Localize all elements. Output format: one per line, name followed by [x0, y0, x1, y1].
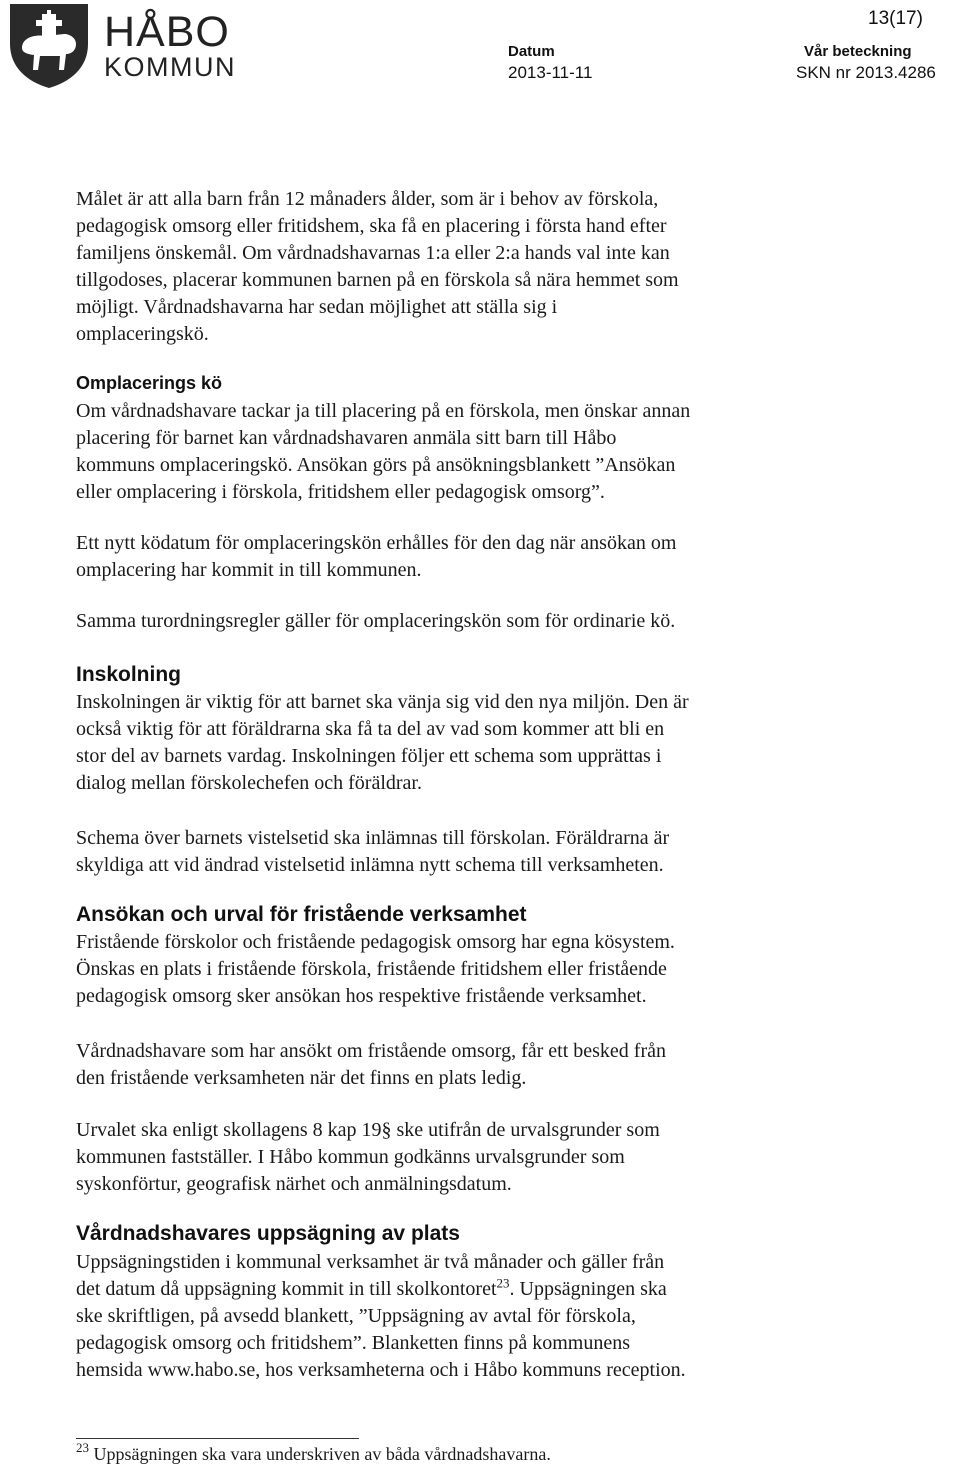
text-line: kommuns omplaceringskö. Ansökan görs på ansökningsblankett ”Ansökan	[76, 454, 676, 476]
text-line: omplaceringskö.	[76, 323, 209, 345]
paragraph	[76, 530, 836, 584]
text-line: Vårdnadshavare som har ansökt om fristående omsorg, får ett besked från	[76, 1040, 666, 1062]
logo-name: HÅBO	[104, 8, 230, 56]
text-line: pedagogisk omsorg och fritidshem”. Blanketten finns på kommunens	[76, 1332, 630, 1354]
text-line: omplacering har kommit in till kommunen.	[76, 559, 422, 581]
reference-label: Vår beteckning	[804, 43, 912, 60]
section-heading-fristaende: Ansökan och urval för fristående verksamhet	[76, 903, 527, 926]
text-line: också viktig för att föräldrarna ska få ta del av vad som kommer att bli en	[76, 718, 665, 740]
text-line: Inskolningen är viktig för att barnet ska vänja sig vid den nya miljön. Den är	[76, 691, 689, 713]
text-line: syskonförtur, geografisk närhet och anmälningsdatum.	[76, 1173, 512, 1195]
text-line: Fristående förskolor och fristående pedagogisk omsorg har egna kösystem.	[76, 931, 675, 953]
section-heading-inskolning: Inskolning	[76, 663, 181, 686]
paragraph	[76, 1038, 836, 1092]
paragraph	[76, 1117, 836, 1198]
text-line: Urvalet ska enligt skollagens 8 kap 19§ ske utifrån de urvalsgrunder som	[76, 1119, 660, 1141]
text-line: Om vårdnadshavare tackar ja till placering på en förskola, men önskar annan	[76, 400, 691, 422]
text-line: tillgodoses, placerar kommunen barnen på en förskola så nära hemmet som	[76, 269, 679, 291]
section-heading-omplacering: Omplacerings kö	[76, 373, 223, 393]
text-line: Uppsägningstiden i kommunal verksamhet är två månader och gäller från	[76, 1251, 665, 1273]
text-line: Samma turordningsregler gäller för omplaceringskön som för ordinarie kö.	[76, 610, 676, 632]
text-line: hemsida www.habo.se, hos verksamheterna och i Håbo kommuns reception.	[76, 1359, 686, 1381]
text-line: pedagogisk omsorg eller fritidshem, ska få en placering i första hand efter	[76, 215, 667, 237]
text-line	[76, 1276, 836, 1303]
municipality-logo	[4, 0, 244, 90]
date-value: 2013-11-11	[508, 63, 593, 82]
text-line: Målet är att alla barn från 12 månaders ålder, som är i behov av förskola,	[76, 188, 659, 210]
text-line: familjens önskemål. Om vårdnadshavarnas 1:a eller 2:a hands val inte kan	[76, 242, 670, 264]
text-line: kommunen fastställer. I Håbo kommun godkänns urvalsgrunder som	[76, 1146, 625, 1168]
text-line: placering för barnet kan vårdnadshavaren anmäla sitt barn till Håbo	[76, 427, 617, 449]
text-line: stor del av barnets vardag. Inskolningen följer ett schema som upprättas i	[76, 745, 662, 767]
page-number: 13(17)	[868, 8, 923, 29]
paragraph	[76, 1249, 836, 1384]
text-line: dialog mellan förskolechefen och föräldrar.	[76, 772, 422, 794]
paragraph	[76, 929, 836, 1010]
footnote-text: Uppsägningen ska vara underskriven av båda vårdnadshavarna.	[93, 1444, 551, 1464]
text-line: Önskas en plats i fristående förskola, fristående fritidshem eller fristående	[76, 958, 667, 980]
text-line: Ett nytt ködatum för omplaceringskön erhålles för den dag när ansökan om	[76, 532, 677, 554]
intro-paragraph	[76, 186, 836, 348]
text-line: eller omplacering i förskola, fritidshem eller pedagogisk omsorg”.	[76, 481, 605, 503]
text-line: möjligt. Vårdnadshavarna har sedan möjlighet att ställa sig i	[76, 296, 558, 318]
text-segment: det datum då uppsägning kommit in till skolkontoret	[76, 1278, 497, 1300]
text-line: pedagogisk omsorg sker ansökan hos respektive fristående verksamhet.	[76, 985, 647, 1007]
coat-of-arms-icon	[4, 0, 96, 90]
text-line: skyldiga att vid ändrad vistelsetid inlämna nytt schema till verksamheten.	[76, 854, 664, 876]
logo-subtitle: KOMMUN	[104, 52, 236, 82]
date-label: Datum	[508, 43, 555, 60]
footnote-reference[interactable]: 23	[496, 1275, 510, 1291]
paragraph	[76, 398, 836, 506]
paragraph	[76, 825, 836, 879]
section-heading-uppsagning: Vårdnadshavares uppsägning av plats	[76, 1222, 460, 1245]
text-segment: . Uppsägningen ska	[509, 1278, 667, 1300]
text-line: den fristående verksamheten när det finns en plats ledig.	[76, 1067, 527, 1089]
footnote	[76, 1440, 551, 1465]
footnote-number: 23	[76, 1440, 89, 1455]
text-line: ske skriftligen, på avsedd blankett, ”Uppsägning av avtal för förskola,	[76, 1305, 636, 1327]
paragraph	[76, 689, 836, 797]
footnote-divider	[76, 1438, 359, 1439]
reference-value: SKN nr 2013.4286	[796, 63, 936, 82]
text-line: Schema över barnets vistelsetid ska inlämnas till förskolan. Föräldrarna är	[76, 827, 670, 849]
paragraph	[76, 608, 836, 635]
